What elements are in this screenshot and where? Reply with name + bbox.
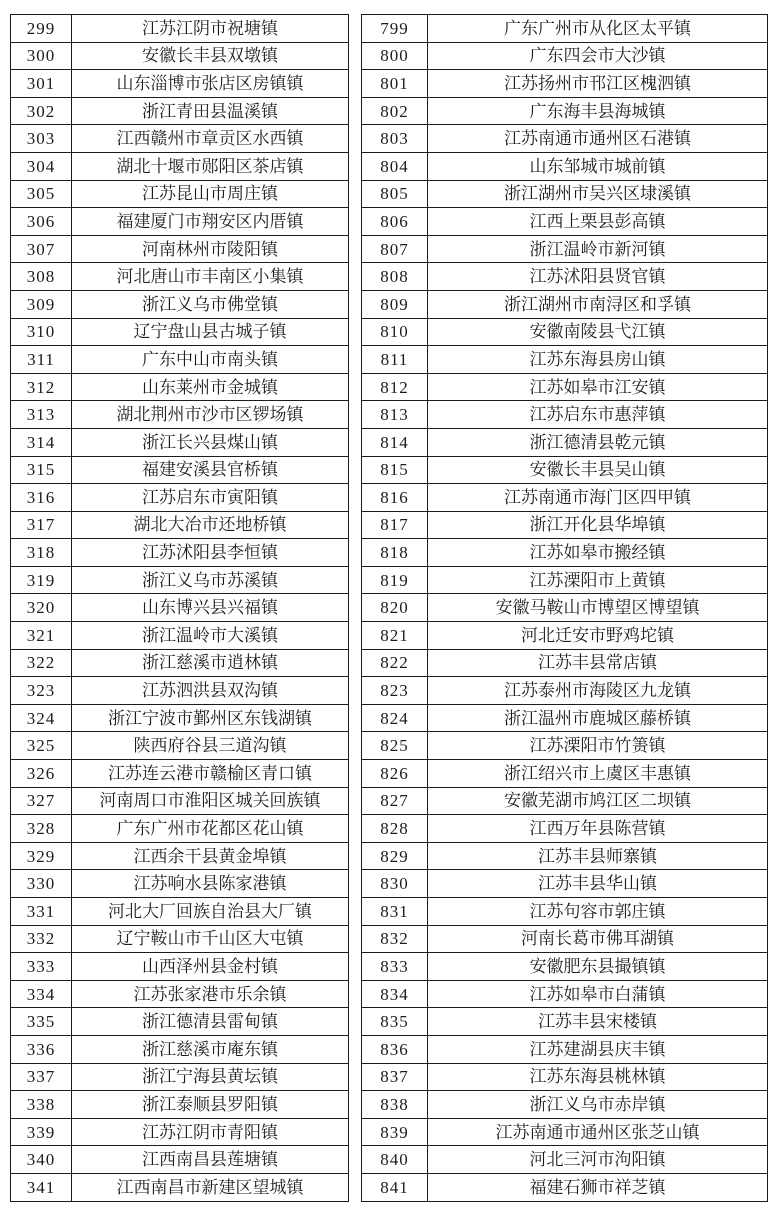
town-name-cell: 浙江开化县华埠镇 <box>428 511 768 539</box>
table-row <box>11 428 349 456</box>
rank-number-cell: 807 <box>362 235 428 263</box>
rank-number-cell: 341 <box>11 1173 72 1201</box>
table-row <box>362 1146 768 1174</box>
town-name-cell: 安徽南陵县弋江镇 <box>428 318 768 346</box>
rank-number-cell: 813 <box>362 401 428 429</box>
rank-number-cell: 805 <box>362 180 428 208</box>
rank-number-cell: 818 <box>362 539 428 567</box>
town-name-cell: 江苏昆山市周庄镇 <box>72 180 349 208</box>
rank-number-cell: 328 <box>11 815 72 843</box>
town-ranking-sheet <box>10 14 768 1202</box>
table-row <box>362 1091 768 1119</box>
table-row <box>11 898 349 926</box>
town-name-cell: 江苏沭阳县李恒镇 <box>72 539 349 567</box>
town-name-cell: 浙江泰顺县罗阳镇 <box>72 1091 349 1119</box>
table-row <box>362 566 768 594</box>
rank-number-cell: 839 <box>362 1118 428 1146</box>
table-row <box>11 594 349 622</box>
table-row <box>11 152 349 180</box>
table-row <box>11 263 349 291</box>
rank-number-cell: 832 <box>362 925 428 953</box>
rank-number-cell: 821 <box>362 622 428 650</box>
table-row <box>11 456 349 484</box>
table-row <box>11 925 349 953</box>
table-row <box>11 401 349 429</box>
town-name-cell: 福建厦门市翔安区内厝镇 <box>72 208 349 236</box>
town-name-cell: 辽宁盘山县古城子镇 <box>72 318 349 346</box>
rank-number-cell: 817 <box>362 511 428 539</box>
table-row <box>11 1008 349 1036</box>
town-name-cell: 河南林州市陵阳镇 <box>72 235 349 263</box>
town-name-cell: 江苏启东市寅阳镇 <box>72 484 349 512</box>
table-row <box>362 898 768 926</box>
table-row <box>362 346 768 374</box>
town-name-cell: 江苏东海县房山镇 <box>428 346 768 374</box>
rank-number-cell: 814 <box>362 428 428 456</box>
table-row <box>11 732 349 760</box>
town-name-cell: 江苏丰县华山镇 <box>428 870 768 898</box>
town-name-cell: 山东淄博市张店区房镇镇 <box>72 70 349 98</box>
town-name-cell: 江苏南通市通州区石港镇 <box>428 125 768 153</box>
rank-number-cell: 308 <box>11 263 72 291</box>
town-name-cell: 安徽长丰县双墩镇 <box>72 42 349 70</box>
rank-number-cell: 322 <box>11 649 72 677</box>
rank-number-cell: 802 <box>362 97 428 125</box>
rank-number-cell: 806 <box>362 208 428 236</box>
town-name-cell: 浙江湖州市吴兴区埭溪镇 <box>428 180 768 208</box>
rank-number-cell: 815 <box>362 456 428 484</box>
town-name-cell: 江苏句容市郭庄镇 <box>428 898 768 926</box>
rank-number-cell: 304 <box>11 152 72 180</box>
town-name-cell: 安徽长丰县吴山镇 <box>428 456 768 484</box>
table-row <box>11 1063 349 1091</box>
town-name-cell: 江苏溧阳市上黄镇 <box>428 566 768 594</box>
table-row <box>11 704 349 732</box>
table-row <box>11 566 349 594</box>
table-row <box>362 1118 768 1146</box>
table-row <box>11 70 349 98</box>
rank-table-right <box>361 14 768 1202</box>
rank-number-cell: 311 <box>11 346 72 374</box>
town-name-cell: 浙江青田县温溪镇 <box>72 97 349 125</box>
rank-number-cell: 809 <box>362 290 428 318</box>
rank-number-cell: 334 <box>11 980 72 1008</box>
rank-number-cell: 338 <box>11 1091 72 1119</box>
rank-number-cell: 811 <box>362 346 428 374</box>
table-row <box>362 263 768 291</box>
town-name-cell: 江西南昌市新建区望城镇 <box>72 1173 349 1201</box>
table-row <box>11 815 349 843</box>
rank-table-right-body <box>362 15 768 1202</box>
table-row <box>362 649 768 677</box>
table-row <box>362 1173 768 1201</box>
rank-number-cell: 309 <box>11 290 72 318</box>
rank-number-cell: 315 <box>11 456 72 484</box>
rank-number-cell: 339 <box>11 1118 72 1146</box>
table-row <box>11 787 349 815</box>
table-row <box>362 622 768 650</box>
town-name-cell: 陕西府谷县三道沟镇 <box>72 732 349 760</box>
rank-number-cell: 837 <box>362 1063 428 1091</box>
table-row <box>11 1091 349 1119</box>
town-name-cell: 江苏沭阳县贤官镇 <box>428 263 768 291</box>
rank-number-cell: 333 <box>11 953 72 981</box>
town-name-cell: 浙江长兴县煤山镇 <box>72 428 349 456</box>
table-row <box>362 787 768 815</box>
table-row <box>362 1035 768 1063</box>
table-row <box>11 842 349 870</box>
town-name-cell: 浙江德清县乾元镇 <box>428 428 768 456</box>
town-name-cell: 河北三河市泃阳镇 <box>428 1146 768 1174</box>
rank-number-cell: 835 <box>362 1008 428 1036</box>
table-row <box>362 842 768 870</box>
table-row <box>11 180 349 208</box>
rank-number-cell: 316 <box>11 484 72 512</box>
rank-number-cell: 331 <box>11 898 72 926</box>
rank-number-cell: 320 <box>11 594 72 622</box>
table-row <box>362 373 768 401</box>
town-name-cell: 江苏如皋市江安镇 <box>428 373 768 401</box>
town-name-cell: 江苏江阴市青阳镇 <box>72 1118 349 1146</box>
table-row <box>11 1118 349 1146</box>
town-name-cell: 浙江温岭市大溪镇 <box>72 622 349 650</box>
rank-number-cell: 325 <box>11 732 72 760</box>
rank-number-cell: 826 <box>362 760 428 788</box>
town-name-cell: 浙江温州市鹿城区藤桥镇 <box>428 704 768 732</box>
rank-number-cell: 830 <box>362 870 428 898</box>
rank-number-cell: 303 <box>11 125 72 153</box>
rank-number-cell: 336 <box>11 1035 72 1063</box>
table-row <box>11 511 349 539</box>
rank-number-cell: 799 <box>362 15 428 43</box>
town-name-cell: 广东广州市从化区太平镇 <box>428 15 768 43</box>
table-row <box>11 953 349 981</box>
table-row <box>362 539 768 567</box>
table-row <box>362 1008 768 1036</box>
town-name-cell: 浙江德清县雷甸镇 <box>72 1008 349 1036</box>
town-name-cell: 湖北大冶市还地桥镇 <box>72 511 349 539</box>
rank-number-cell: 833 <box>362 953 428 981</box>
town-name-cell: 河北大厂回族自治县大厂镇 <box>72 898 349 926</box>
table-row <box>11 97 349 125</box>
rank-number-cell: 300 <box>11 42 72 70</box>
rank-number-cell: 327 <box>11 787 72 815</box>
table-row <box>362 1063 768 1091</box>
rank-number-cell: 834 <box>362 980 428 1008</box>
town-name-cell: 安徽马鞍山市博望区博望镇 <box>428 594 768 622</box>
rank-number-cell: 312 <box>11 373 72 401</box>
rank-number-cell: 310 <box>11 318 72 346</box>
town-name-cell: 浙江义乌市赤岸镇 <box>428 1091 768 1119</box>
table-row <box>362 70 768 98</box>
town-name-cell: 江西余干县黄金埠镇 <box>72 842 349 870</box>
rank-number-cell: 816 <box>362 484 428 512</box>
table-row <box>11 1146 349 1174</box>
table-row <box>362 125 768 153</box>
rank-number-cell: 337 <box>11 1063 72 1091</box>
rank-number-cell: 824 <box>362 704 428 732</box>
town-name-cell: 广东中山市南头镇 <box>72 346 349 374</box>
town-name-cell: 江西南昌县莲塘镇 <box>72 1146 349 1174</box>
town-name-cell: 浙江湖州市南浔区和孚镇 <box>428 290 768 318</box>
rank-number-cell: 306 <box>11 208 72 236</box>
table-row <box>11 980 349 1008</box>
table-row <box>11 870 349 898</box>
town-name-cell: 江苏丰县宋楼镇 <box>428 1008 768 1036</box>
town-name-cell: 河北迁安市野鸡坨镇 <box>428 622 768 650</box>
town-name-cell: 福建石狮市祥芝镇 <box>428 1173 768 1201</box>
town-name-cell: 江苏丰县师寨镇 <box>428 842 768 870</box>
table-row <box>362 208 768 236</box>
table-row <box>11 760 349 788</box>
rank-number-cell: 823 <box>362 677 428 705</box>
table-row <box>11 290 349 318</box>
rank-number-cell: 321 <box>11 622 72 650</box>
rank-number-cell: 313 <box>11 401 72 429</box>
town-name-cell: 江西上栗县彭高镇 <box>428 208 768 236</box>
rank-number-cell: 317 <box>11 511 72 539</box>
rank-number-cell: 828 <box>362 815 428 843</box>
rank-number-cell: 301 <box>11 70 72 98</box>
town-name-cell: 浙江宁波市鄞州区东钱湖镇 <box>72 704 349 732</box>
rank-number-cell: 299 <box>11 15 72 43</box>
rank-number-cell: 840 <box>362 1146 428 1174</box>
town-name-cell: 湖北十堰市郧阳区茶店镇 <box>72 152 349 180</box>
rank-number-cell: 332 <box>11 925 72 953</box>
table-row <box>11 622 349 650</box>
town-name-cell: 浙江温岭市新河镇 <box>428 235 768 263</box>
town-name-cell: 江苏扬州市邗江区槐泗镇 <box>428 70 768 98</box>
town-name-cell: 江苏南通市通州区张芝山镇 <box>428 1118 768 1146</box>
table-row <box>11 125 349 153</box>
rank-number-cell: 302 <box>11 97 72 125</box>
town-name-cell: 浙江义乌市佛堂镇 <box>72 290 349 318</box>
table-row <box>362 318 768 346</box>
rank-number-cell: 827 <box>362 787 428 815</box>
rank-table-left <box>10 14 349 1202</box>
table-row <box>362 594 768 622</box>
table-row <box>11 318 349 346</box>
table-row <box>362 97 768 125</box>
table-row <box>362 677 768 705</box>
rank-number-cell: 314 <box>11 428 72 456</box>
town-name-cell: 河南周口市淮阳区城关回族镇 <box>72 787 349 815</box>
rank-number-cell: 324 <box>11 704 72 732</box>
table-row <box>362 925 768 953</box>
rank-number-cell: 326 <box>11 760 72 788</box>
town-name-cell: 山东莱州市金城镇 <box>72 373 349 401</box>
rank-number-cell: 812 <box>362 373 428 401</box>
town-name-cell: 广东四会市大沙镇 <box>428 42 768 70</box>
town-name-cell: 江苏泰州市海陵区九龙镇 <box>428 677 768 705</box>
town-name-cell: 江苏溧阳市竹箦镇 <box>428 732 768 760</box>
town-name-cell: 江苏启东市惠萍镇 <box>428 401 768 429</box>
town-name-cell: 浙江慈溪市逍林镇 <box>72 649 349 677</box>
town-name-cell: 辽宁鞍山市千山区大屯镇 <box>72 925 349 953</box>
town-name-cell: 江苏南通市海门区四甲镇 <box>428 484 768 512</box>
rank-number-cell: 808 <box>362 263 428 291</box>
town-name-cell: 江苏响水县陈家港镇 <box>72 870 349 898</box>
town-name-cell: 江苏如皋市搬经镇 <box>428 539 768 567</box>
town-name-cell: 江苏张家港市乐余镇 <box>72 980 349 1008</box>
table-row <box>362 428 768 456</box>
table-row <box>362 456 768 484</box>
table-row <box>362 484 768 512</box>
town-name-cell: 江苏连云港市赣榆区青口镇 <box>72 760 349 788</box>
rank-number-cell: 318 <box>11 539 72 567</box>
rank-number-cell: 801 <box>362 70 428 98</box>
table-row <box>11 346 349 374</box>
table-row <box>11 235 349 263</box>
rank-number-cell: 825 <box>362 732 428 760</box>
town-name-cell: 江苏江阴市祝塘镇 <box>72 15 349 43</box>
town-name-cell: 浙江义乌市苏溪镇 <box>72 566 349 594</box>
table-row <box>11 1035 349 1063</box>
table-row <box>362 42 768 70</box>
rank-number-cell: 329 <box>11 842 72 870</box>
table-row <box>362 704 768 732</box>
rank-number-cell: 335 <box>11 1008 72 1036</box>
table-row <box>11 373 349 401</box>
town-name-cell: 江苏建湖县庆丰镇 <box>428 1035 768 1063</box>
town-name-cell: 广东海丰县海城镇 <box>428 97 768 125</box>
rank-number-cell: 323 <box>11 677 72 705</box>
town-name-cell: 江西赣州市章贡区水西镇 <box>72 125 349 153</box>
table-row <box>362 235 768 263</box>
rank-number-cell: 838 <box>362 1091 428 1119</box>
town-name-cell: 江苏如皋市白蒲镇 <box>428 980 768 1008</box>
rank-number-cell: 810 <box>362 318 428 346</box>
rank-number-cell: 836 <box>362 1035 428 1063</box>
rank-number-cell: 307 <box>11 235 72 263</box>
table-row <box>11 484 349 512</box>
rank-number-cell: 340 <box>11 1146 72 1174</box>
table-row <box>11 15 349 43</box>
table-row <box>11 539 349 567</box>
table-row <box>362 980 768 1008</box>
rank-number-cell: 841 <box>362 1173 428 1201</box>
rank-number-cell: 804 <box>362 152 428 180</box>
table-row <box>11 42 349 70</box>
town-name-cell: 河南长葛市佛耳湖镇 <box>428 925 768 953</box>
rank-number-cell: 305 <box>11 180 72 208</box>
table-row <box>362 953 768 981</box>
town-name-cell: 浙江宁海县黄坛镇 <box>72 1063 349 1091</box>
rank-number-cell: 829 <box>362 842 428 870</box>
table-row <box>11 677 349 705</box>
town-name-cell: 山西泽州县金村镇 <box>72 953 349 981</box>
rank-number-cell: 800 <box>362 42 428 70</box>
town-name-cell: 安徽芜湖市鸠江区二坝镇 <box>428 787 768 815</box>
table-row <box>362 152 768 180</box>
rank-number-cell: 819 <box>362 566 428 594</box>
rank-number-cell: 822 <box>362 649 428 677</box>
town-name-cell: 江苏丰县常店镇 <box>428 649 768 677</box>
table-row <box>11 649 349 677</box>
town-name-cell: 安徽肥东县撮镇镇 <box>428 953 768 981</box>
rank-number-cell: 330 <box>11 870 72 898</box>
town-name-cell: 湖北荆州市沙市区锣场镇 <box>72 401 349 429</box>
table-row <box>362 180 768 208</box>
rank-number-cell: 831 <box>362 898 428 926</box>
table-row <box>362 870 768 898</box>
town-name-cell: 福建安溪县官桥镇 <box>72 456 349 484</box>
town-name-cell: 浙江慈溪市庵东镇 <box>72 1035 349 1063</box>
rank-number-cell: 820 <box>362 594 428 622</box>
town-name-cell: 江西万年县陈营镇 <box>428 815 768 843</box>
table-row <box>362 511 768 539</box>
table-row <box>362 290 768 318</box>
table-row <box>11 1173 349 1201</box>
table-row <box>362 815 768 843</box>
table-row <box>362 401 768 429</box>
rank-number-cell: 803 <box>362 125 428 153</box>
table-row <box>362 15 768 43</box>
town-name-cell: 江苏东海县桃林镇 <box>428 1063 768 1091</box>
town-name-cell: 广东广州市花都区花山镇 <box>72 815 349 843</box>
town-name-cell: 浙江绍兴市上虞区丰惠镇 <box>428 760 768 788</box>
table-row <box>362 732 768 760</box>
town-name-cell: 河北唐山市丰南区小集镇 <box>72 263 349 291</box>
town-name-cell: 山东博兴县兴福镇 <box>72 594 349 622</box>
table-row <box>362 760 768 788</box>
rank-table-left-body <box>11 15 349 1202</box>
table-row <box>11 208 349 236</box>
town-name-cell: 江苏泗洪县双沟镇 <box>72 677 349 705</box>
rank-number-cell: 319 <box>11 566 72 594</box>
town-name-cell: 山东邹城市城前镇 <box>428 152 768 180</box>
